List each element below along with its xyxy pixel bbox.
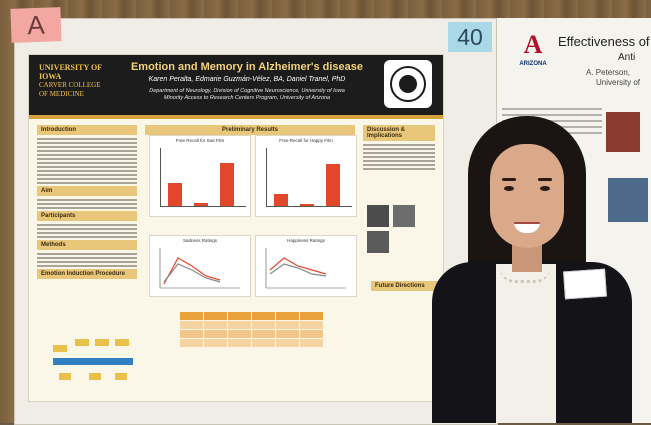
- university-logo: [39, 63, 109, 107]
- board-letter-sticky: A: [10, 7, 61, 43]
- left-column: [37, 125, 137, 282]
- section-future: Future Directions: [371, 281, 439, 291]
- eyebrow: [502, 178, 516, 181]
- section-results: Preliminary Results: [145, 125, 355, 135]
- section-methods: Methods: [37, 240, 137, 250]
- happiness-chart-title: Happiness Ratings: [287, 238, 325, 243]
- flow-step: [115, 373, 127, 380]
- happy-recall-bar-2: [300, 204, 314, 206]
- brain-scan-image: [367, 205, 389, 227]
- poster-header: [29, 55, 443, 115]
- happy-recall-chart: [255, 135, 357, 217]
- sad-chart-title: Free Recall for Sad Film: [175, 138, 225, 143]
- university-seal-icon: [384, 60, 432, 108]
- eyebrow: [538, 178, 552, 181]
- header-divider: [29, 115, 443, 119]
- flow-step: [59, 373, 71, 380]
- sad-recall-bar-3: [220, 163, 234, 207]
- flow-step: [75, 339, 89, 346]
- flow-step: [53, 345, 67, 352]
- flow-timeline: [53, 358, 133, 365]
- research-poster: [28, 54, 444, 402]
- flow-step: [95, 339, 109, 346]
- flow-step: [89, 373, 101, 380]
- neighbor-affiliation: University of: [596, 78, 641, 87]
- arizona-logo-icon: A: [523, 30, 543, 59]
- section-participants: Participants: [37, 211, 137, 221]
- sad-recall-bar-2: [194, 203, 208, 206]
- results-table: [179, 311, 324, 348]
- neighbor-title: Effectiveness of: [558, 34, 650, 49]
- logo-text-1: UNIVERSITY OF IOWA: [39, 63, 102, 81]
- program-line: Minority Access to Research Centers Program, University of Arizona: [163, 95, 331, 101]
- happy-recall-bar-1: [274, 194, 288, 206]
- neighbor-author: A. Peterson,: [586, 68, 631, 77]
- name-tag: [563, 269, 607, 300]
- happy-chart-title: Free Recall for Happy Film: [279, 138, 333, 143]
- happy-recall-bar-3: [326, 164, 340, 206]
- happiness-ratings-chart: [255, 235, 357, 297]
- section-discussion: Discussion & Implications: [363, 125, 435, 141]
- sad-recall-bar-1: [168, 183, 182, 206]
- sadness-chart-title: Sadness Ratings: [182, 238, 218, 243]
- section-emotion-induction: Emotion Induction Procedure: [37, 269, 137, 279]
- poster-title: Emotion and Memory in Alzheimer's disease: [130, 61, 364, 73]
- logo-text-2: CARVER COLLEGE: [39, 81, 101, 89]
- neighbor-title-2: Anti: [618, 52, 636, 63]
- poster-affiliations: [117, 88, 377, 102]
- arizona-label: ARIZONA: [519, 61, 547, 67]
- department-line: Department of Neurology, Division of Cognitive Neuroscience, University of Iowa: [149, 88, 345, 94]
- eye: [540, 186, 550, 191]
- poster-number-sticky: 40: [448, 22, 492, 52]
- presenter-person: [420, 110, 650, 423]
- eye: [504, 186, 514, 191]
- section-introduction: Introduction: [37, 125, 137, 135]
- poster-authors: Karen Peralta, Edmarie Guzmán-Vélez, BA, Daniel Tranel, PhD: [148, 76, 346, 83]
- logo-text-3: OF MEDICINE: [39, 90, 84, 98]
- white-blouse: [496, 264, 556, 423]
- sad-recall-chart: [149, 135, 251, 217]
- flow-step: [115, 339, 129, 346]
- brain-scan-image: [367, 231, 389, 253]
- brain-scan-image: [393, 205, 415, 227]
- section-aim: Aim: [37, 186, 137, 196]
- sadness-ratings-chart: [149, 235, 251, 297]
